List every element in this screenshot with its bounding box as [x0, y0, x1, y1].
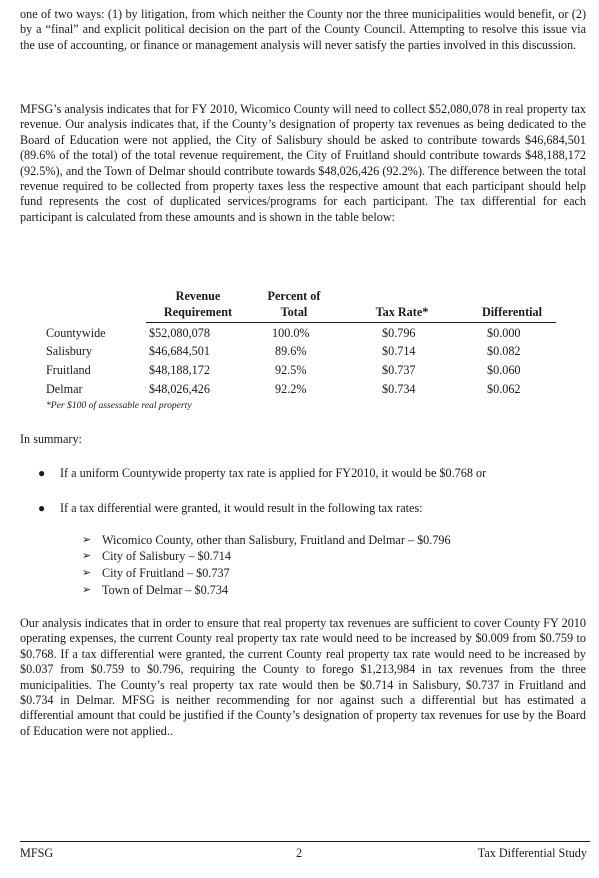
row-countywide-diff: $0.000	[487, 326, 521, 340]
summary-heading: In summary:	[20, 432, 82, 446]
list-item-text: City of Fruitland – $0.737	[102, 566, 230, 580]
row-salisbury-diff: $0.082	[487, 344, 521, 358]
bullet-text: If a uniform Countywide property tax rate is applied for FY2010, it would be $0.768 or	[60, 466, 487, 480]
header-differential: Differential	[481, 305, 542, 319]
table-footnote: *Per $100 of assessable real property	[46, 400, 192, 411]
paragraph-analysis: MFSG’s analysis indicates that for FY 2010, Wicomico County will need to collect $52,080,078 in real property tax revenue. Our analysis indicates that, if the County’s designation of property tax revenues as being dedicated to the Board of Education were not applied, the City of Salisbury should be asked to contribute towards $46,684,501 (89.6% of the total) of the total revenue requirement, the City of Fruitland should contribute towards $48,188,172 (92.5%), and the Town of Delmar should contribute towards $48,026,426 (92.2%). The difference between the total revenue required to be collected from property taxes less the respective amount that each participant should help fund represents the cost of duplicated services/programs for each participant. The tax differential for each participant is calculated from these amounts and is shown in the table below:	[20, 102, 586, 224]
paragraph-conclusion: Our analysis indicates that in order to ensure that real property tax revenues are sufficient to cover County FY 2010 operating expenses, the current County real property tax rate would need to be increased by $0.009 from $0.759 to $0.768. If a tax differential were granted, the current County real property tax rate would need to be increased by $0.037 from $0.759 to $0.796, requiring the County to forego $1,213,984 in tax revenues from the three municipalities. The County’s real property tax rate would then be $0.714 in Salisbury, $0.737 in Fruitland and $0.734 in Delmar. MFSG is neither recommending for nor against such a differential but has estimated a differential amount that could be justified if the County’s designation of property tax revenues for use by the Board of Education were not applied..	[20, 616, 586, 738]
row-delmar-revenue: $48,026,426	[149, 382, 210, 396]
header-percent-line1: Percent of	[267, 289, 321, 303]
row-fruitland-diff: $0.060	[487, 363, 521, 377]
footer-title: Tax Differential Study	[477, 846, 587, 860]
list-item-text: Wicomico County, other than Salisbury, Fruitland and Delmar – $0.796	[102, 533, 451, 547]
row-salisbury-revenue: $46,684,501	[149, 344, 210, 358]
bullet-dot-icon: ●	[38, 501, 46, 515]
row-delmar-rate: $0.734	[382, 382, 416, 396]
row-countywide-percent: 100.0%	[272, 326, 310, 340]
row-fruitland-revenue: $48,188,172	[149, 363, 210, 377]
row-countywide-rate: $0.796	[382, 326, 416, 340]
row-salisbury-name: Salisbury	[46, 344, 93, 358]
arrow-bullet-icon: ➢	[82, 584, 92, 596]
row-fruitland-rate: $0.737	[382, 363, 416, 377]
arrow-bullet-icon: ➢	[82, 534, 92, 546]
row-countywide-name: Countywide	[46, 326, 106, 340]
header-tax-rate: Tax Rate*	[375, 305, 429, 319]
footer-org: MFSG	[20, 846, 54, 860]
row-delmar-percent: 92.2%	[275, 382, 307, 396]
list-item-text: Town of Delmar – $0.734	[102, 583, 229, 597]
row-delmar-diff: $0.062	[487, 382, 521, 396]
header-percent-line2: Total	[280, 305, 308, 319]
arrow-bullet-icon: ➢	[82, 550, 92, 562]
list-item-text: City of Salisbury – $0.714	[102, 549, 231, 563]
paragraph-intro: one of two ways: (1) by litigation, from which neither the County nor the three municipalities would benefit, or (2) by a “final” and explicit political decision on the part of the County Council. Attempting to resolve this issue via the use of accounting, or finance or management analysis will never satisfy the parties involved in this discussion.	[20, 7, 586, 52]
bullet-dot-icon: ●	[38, 466, 46, 480]
arrow-bullet-icon: ➢	[82, 567, 92, 579]
header-underline	[146, 322, 556, 323]
row-countywide-revenue: $52,080,078	[149, 326, 210, 340]
page-number: 2	[296, 846, 303, 860]
row-salisbury-rate: $0.714	[382, 344, 416, 358]
footer-divider	[20, 841, 590, 842]
row-delmar-name: Delmar	[46, 382, 83, 396]
bullet-text: If a tax differential were granted, it would result in the following tax rates:	[60, 501, 423, 515]
row-fruitland-name: Fruitland	[46, 363, 91, 377]
row-salisbury-percent: 89.6%	[275, 344, 307, 358]
header-revenue-line2: Requirement	[163, 305, 233, 319]
row-fruitland-percent: 92.5%	[275, 363, 307, 377]
header-revenue-line1: Revenue	[175, 289, 221, 303]
